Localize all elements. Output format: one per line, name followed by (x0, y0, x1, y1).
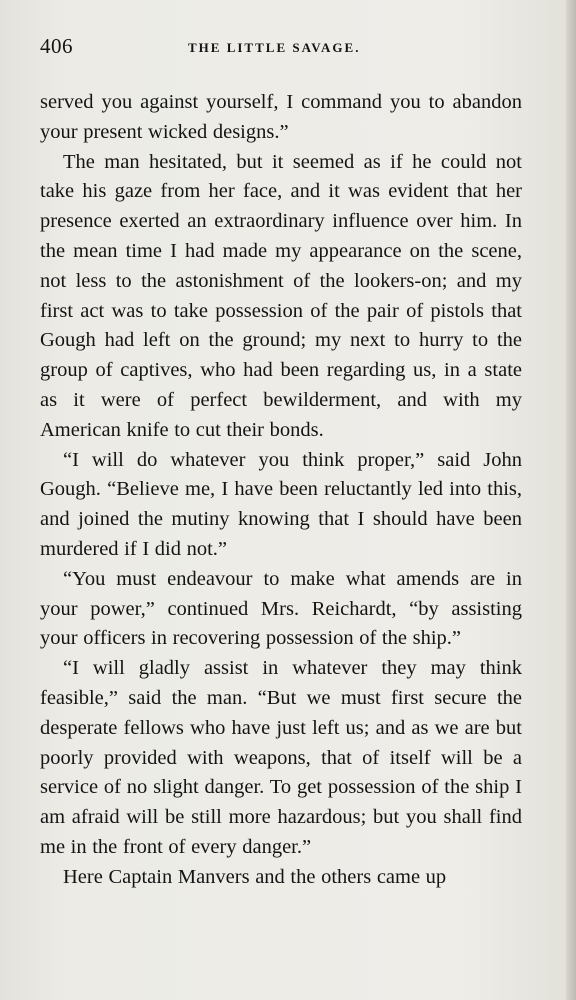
paragraph-continuation: served you against yourself, I command you to abandon your present wicked designs.” (40, 91, 522, 143)
page-header (40, 26, 522, 74)
paragraph: “You must endeavour to make what amends are in your power,” continued Mrs. Reichardt, “by assisting your officers in recovering possession of the ship.” (40, 567, 522, 650)
paragraph: The man hesitated, but it seemed as if he could not take his gaze from her face, and it was evident that her presence exerted an extraordinary influence over him. In the mean time I had made my appearance on the scene, not less to the astonishment of the lookers-on; and my first act was to take possession of the pair of pistols that Gough had left on the ground; my next to hurry to the group of captives, who had been regarding us, in a state as it were of perfect bewilderment, and with my American knife to cut their bonds. (40, 150, 522, 441)
paragraph: “I will gladly assist in whatever they may think feasible,” said the man. “But we must first secure the desperate fellows who have just left us; and as we are but poorly provided with weapons, that of itself will be a service of no slight danger. To get possession of the ship I am afraid will be still more hazardous; but you shall find me in the front of every danger.” (40, 657, 522, 858)
page-number: 406 (40, 34, 73, 58)
page-body (40, 88, 522, 893)
page-edge-shadow (566, 0, 576, 1000)
paragraph: “I will do whatever you think proper,” said John Gough. “Believe me, I have been reluctantly led into this, and joined the mutiny knowing that I should have been murdered if I did not.” (40, 448, 522, 560)
paragraph: Here Captain Manvers and the others came up (63, 865, 447, 888)
running-head: THE LITTLE SAVAGE. (188, 40, 361, 55)
